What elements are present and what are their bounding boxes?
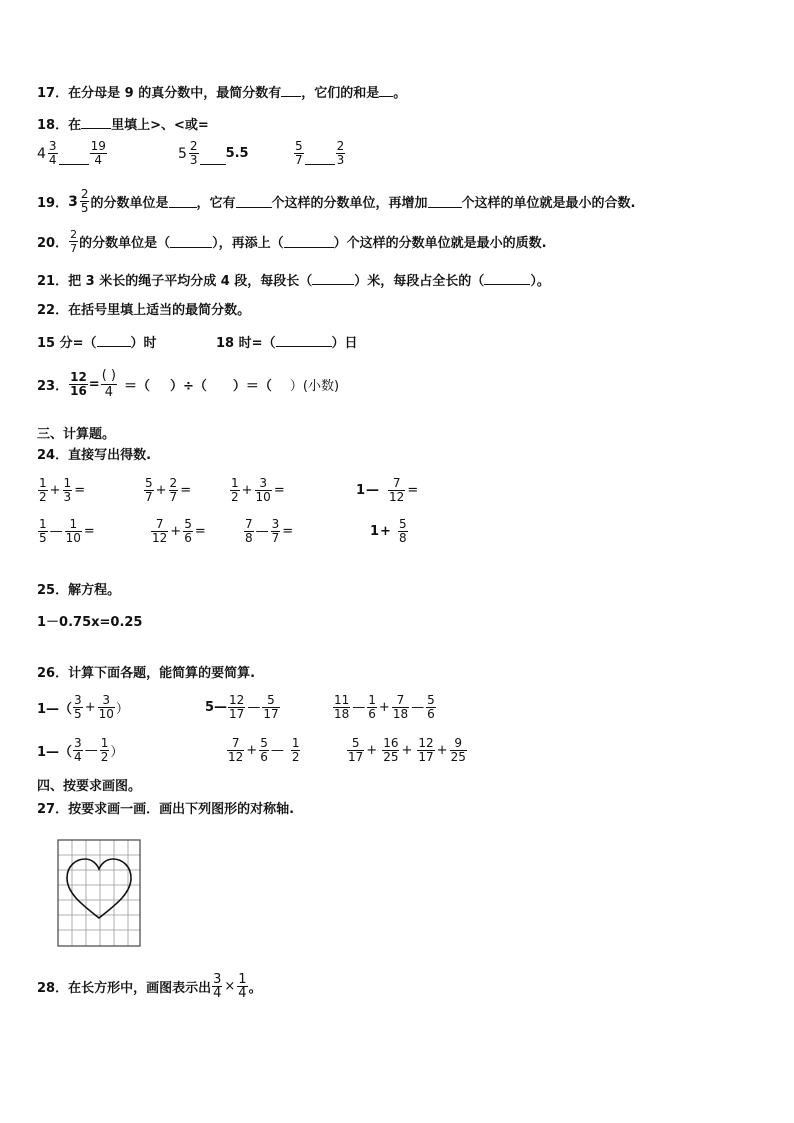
decimal-value: 5.5 [225, 146, 249, 161]
operator: — [247, 700, 261, 715]
fraction [271, 518, 281, 545]
calc-item [226, 737, 301, 764]
heart-grid-figure[interactable] [54, 836, 144, 950]
denominator: 6 [260, 750, 268, 764]
math-text: = [88, 377, 100, 392]
calc-item [143, 477, 192, 504]
fraction [228, 694, 245, 721]
question-number: 25． [37, 583, 69, 598]
numerator: 3 [271, 517, 280, 531]
numerator: 3 [74, 736, 82, 750]
operator: = [273, 483, 285, 498]
equation: 1－0.75x=0.25 [37, 615, 143, 630]
operator: — [49, 524, 63, 539]
question-number: 28． [37, 981, 69, 996]
fraction [212, 973, 222, 1000]
numerator: 3 [74, 693, 82, 707]
question-26 [37, 666, 255, 682]
question-text: ，它们的和是 [301, 86, 380, 101]
numerator: 5 [398, 517, 407, 531]
operator: + [241, 483, 253, 498]
numerator: 2 [169, 476, 178, 490]
answer-blank[interactable] [428, 195, 462, 208]
compare-item-3 [293, 140, 346, 167]
numerator: 2 [80, 187, 89, 201]
section-heading: 三、计算题。 [37, 427, 116, 442]
numerator: 3 [255, 477, 272, 491]
operator: + [401, 743, 413, 758]
denominator: 8 [245, 531, 253, 545]
calc-item [356, 477, 419, 504]
math-text: ）日 [331, 336, 358, 351]
question-22 [37, 303, 250, 319]
answer-blank[interactable] [81, 116, 111, 129]
question-number: 21． [37, 274, 69, 289]
operator: + [380, 524, 391, 539]
calc-item [243, 518, 294, 545]
math-text: 18 时=（ [216, 336, 276, 351]
fraction [183, 518, 193, 545]
numerator: 1 [231, 476, 239, 490]
question-18 [37, 116, 209, 134]
numerator: 1 [39, 517, 47, 531]
mixed-whole: 5 [178, 145, 187, 162]
question-19 [37, 188, 635, 215]
denominator: 25 [450, 750, 466, 764]
fraction [48, 140, 58, 167]
calc-item [346, 737, 468, 764]
question-24 [37, 448, 151, 464]
operator: — [411, 700, 425, 715]
math-text: 15 分=（ [37, 336, 97, 351]
fraction [291, 737, 301, 764]
operator: + [436, 743, 448, 758]
denominator: 18 [334, 707, 350, 721]
answer-blank[interactable] [484, 272, 530, 285]
denominator: 7 [70, 242, 78, 255]
question-28 [37, 973, 262, 1000]
numerator: 5 [262, 694, 279, 708]
question-number: 18． [37, 118, 69, 133]
fraction [189, 140, 199, 167]
numerator: 16 [383, 736, 399, 750]
operator: + [246, 743, 258, 758]
fraction [367, 694, 377, 721]
numerator: 1 [368, 693, 376, 707]
fraction [244, 518, 254, 545]
denominator: 3 [336, 153, 345, 167]
fraction [65, 518, 82, 545]
question-number: 22． [37, 303, 69, 318]
fraction [38, 477, 48, 504]
numerator: 5 [145, 476, 153, 490]
numerator: 1 [39, 476, 47, 490]
question-text: 在括号里填上适当的最简分数。 [68, 303, 251, 318]
denominator: 7 [271, 531, 280, 545]
denominator: 4 [94, 153, 103, 167]
answer-blank[interactable] [284, 235, 334, 248]
answer-blank[interactable] [169, 195, 197, 208]
numerator: 3 [98, 694, 115, 708]
numerator: 3 [213, 972, 222, 987]
calc-item [37, 737, 123, 764]
question-20 [37, 228, 547, 255]
numerator: 19 [90, 139, 106, 153]
calc-item [150, 518, 207, 545]
answer-blank[interactable] [200, 152, 226, 165]
question-number: 19． [37, 196, 69, 211]
math-text: ）(小数) [289, 379, 340, 394]
numerator: 7 [392, 694, 409, 708]
denominator: 7 [295, 153, 303, 167]
denominator: 12 [152, 531, 168, 545]
question-number: 20． [37, 236, 69, 251]
numerator: 2 [189, 139, 198, 153]
denominator: 12 [389, 490, 405, 504]
calc-item [37, 518, 96, 545]
operator: + [170, 524, 182, 539]
mixed-whole: 3 [68, 193, 78, 210]
denominator: 17 [348, 750, 364, 764]
denominator: 6 [184, 531, 192, 545]
math-text: 1—（ [37, 745, 73, 760]
denominator: 10 [255, 490, 271, 504]
fraction [73, 737, 83, 764]
question-text: 解方程。 [68, 583, 121, 598]
denominator: 4 [48, 153, 57, 167]
denominator: 5 [80, 201, 89, 215]
question-25 [37, 583, 120, 599]
operator: + [155, 483, 167, 498]
answer-blank[interactable] [97, 334, 131, 347]
math-text: 。 [248, 981, 262, 996]
numerator: 5 [295, 139, 303, 153]
numerator: 7 [245, 517, 253, 531]
fraction [98, 694, 115, 721]
denominator: 12 [228, 750, 244, 764]
fraction [80, 188, 90, 215]
question-text: ）米，每段占全长的（ [354, 274, 485, 289]
numerator: 5 [347, 737, 364, 751]
question-23 [37, 368, 339, 401]
question-number: 23． [37, 379, 69, 394]
question-number: 27． [37, 802, 69, 817]
denominator: 8 [398, 531, 407, 545]
math-text: 1 [370, 524, 380, 539]
calc-item [370, 518, 409, 545]
fraction [100, 737, 110, 764]
fraction [151, 518, 168, 545]
math-text: ） [115, 702, 129, 717]
answer-blank[interactable] [281, 84, 301, 97]
numerator: 7 [151, 518, 168, 532]
denominator: 2 [231, 490, 239, 504]
numerator: 7 [388, 477, 405, 491]
denominator: 4 [238, 986, 247, 1001]
numerator: 2 [70, 228, 78, 241]
compare-item-2 [178, 140, 249, 167]
fraction [417, 737, 434, 764]
question-text: 。 [393, 86, 407, 101]
denominator: 6 [427, 707, 435, 721]
denominator: 2 [291, 750, 300, 764]
denominator: 5 [39, 531, 47, 545]
numerator: 7 [227, 737, 244, 751]
question-text: 计算下面各题，能简算的要简算. [68, 666, 256, 681]
fraction [294, 140, 304, 167]
fraction [255, 477, 272, 504]
fraction [426, 694, 436, 721]
answer-blank[interactable] [59, 152, 89, 165]
calc-item [332, 694, 437, 721]
calc-item [205, 694, 281, 721]
fraction [237, 973, 247, 1000]
fraction [227, 737, 244, 764]
answer-blank[interactable] [170, 235, 212, 248]
fraction [392, 694, 409, 721]
numerator: 12 [70, 370, 87, 384]
operator: + [49, 483, 61, 498]
operator: = [83, 524, 95, 539]
denominator: 10 [65, 531, 81, 545]
math-text: ＝（ [123, 379, 150, 394]
denominator: 6 [368, 707, 376, 721]
numerator: 12 [418, 736, 434, 750]
calc-item [229, 477, 286, 504]
calc-item [37, 477, 86, 504]
fraction [347, 737, 364, 764]
math-text: ） [110, 745, 124, 760]
numerator: 1 [238, 972, 247, 987]
question-text: ，它有 [196, 196, 236, 211]
numerator: 1 [63, 476, 72, 490]
question-text: ）。 [530, 274, 550, 289]
math-text: ）＝（ [232, 379, 272, 394]
fraction [388, 477, 405, 504]
numerator: 1 [291, 736, 300, 750]
numerator: ( ) [101, 368, 116, 383]
fraction [69, 228, 78, 255]
question-27 [37, 802, 294, 818]
operator: = [180, 483, 192, 498]
fraction [336, 140, 346, 167]
question-number: 24． [37, 448, 69, 463]
answer-blank[interactable] [276, 334, 332, 347]
denominator: 2 [39, 490, 47, 504]
grid-lines [58, 840, 140, 946]
fraction [259, 737, 269, 764]
operator: — [366, 483, 380, 498]
question-text: 个这样的分数单位，再增加 [271, 196, 428, 211]
question-17 [37, 84, 406, 102]
operator: — [84, 743, 98, 758]
denominator: 3 [189, 153, 198, 167]
question-21 [37, 272, 550, 290]
math-text: ）÷（ [170, 379, 207, 394]
answer-blank[interactable] [305, 152, 335, 165]
numerator: 9 [450, 737, 467, 751]
question-text: 在长方形中，画图表示出 [68, 981, 212, 996]
denominator: 4 [104, 385, 113, 400]
question-text: ），再添上（ [212, 236, 284, 251]
section-heading: 四、按要求画图。 [37, 779, 142, 794]
operator: + [378, 700, 390, 715]
mixed-whole: 4 [37, 145, 46, 162]
denominator: 7 [145, 490, 153, 504]
denominator: 17 [418, 750, 434, 764]
denominator: 7 [169, 490, 178, 504]
operator: — [270, 743, 284, 758]
question-text: ）个这样的分数单位就是最小的质数. [333, 236, 547, 251]
fraction-blank[interactable] [101, 368, 117, 401]
numerator: 12 [229, 693, 245, 707]
operator: × [224, 979, 236, 994]
operator: = [282, 524, 294, 539]
operator: — [352, 700, 366, 715]
answer-blank[interactable] [379, 84, 393, 97]
math-text: ）时 [130, 336, 157, 351]
math-text: 1 [356, 483, 366, 498]
question-text: 里填上>、<或= [111, 118, 209, 133]
fraction [73, 694, 83, 721]
denominator: 18 [392, 707, 409, 721]
operator: = [194, 524, 206, 539]
answer-blank[interactable] [312, 272, 354, 285]
denominator: 4 [74, 750, 82, 764]
denominator: 25 [383, 750, 399, 764]
calc-item [37, 694, 129, 721]
fraction [333, 694, 350, 721]
question-text: 把 3 米长的绳子平均分成 4 段，每段长（ [68, 274, 313, 289]
numerator: 5 [260, 736, 268, 750]
fraction [262, 694, 279, 721]
operator: = [74, 483, 86, 498]
question-text: 按要求画一画．画出下列图形的对称轴. [68, 802, 295, 817]
heart-shape [67, 859, 131, 918]
numerator: 5 [184, 517, 192, 531]
operator: — [255, 524, 269, 539]
question-text: 在分母是 9 的真分数中，最简分数有 [68, 86, 282, 101]
fraction [63, 477, 73, 504]
question-text: 在 [68, 118, 82, 133]
denominator: 17 [263, 707, 279, 721]
numerator: 3 [48, 139, 57, 153]
numerator: 11 [334, 693, 350, 707]
math-text: 1—（ [37, 702, 73, 717]
q22-left [37, 334, 157, 352]
operator: = [407, 483, 419, 498]
answer-blank[interactable] [236, 195, 272, 208]
operator: + [84, 700, 96, 715]
fraction [169, 477, 179, 504]
numerator: 2 [336, 139, 345, 153]
numerator: 1 [100, 736, 109, 750]
denominator: 17 [229, 707, 245, 721]
math-text: 5— [205, 700, 228, 715]
fraction [90, 140, 107, 167]
fraction [382, 737, 399, 764]
question-text: 个这样的单位就是最小的合数. [461, 196, 636, 211]
question-text: 直接写出得数. [68, 448, 152, 463]
fraction [144, 477, 154, 504]
numerator: 1 [65, 518, 82, 532]
denominator: 10 [98, 707, 114, 721]
denominator: 16 [70, 384, 87, 398]
fraction [38, 518, 48, 545]
denominator: 3 [63, 490, 72, 504]
fraction [69, 371, 88, 398]
q22-right [216, 334, 358, 352]
denominator: 4 [213, 986, 222, 1001]
compare-item-1 [37, 140, 108, 167]
question-number: 17． [37, 86, 69, 101]
fraction [230, 477, 240, 504]
question-text: 的分数单位是（ [79, 236, 171, 251]
operator: + [366, 743, 378, 758]
question-text: 的分数单位是 [90, 196, 169, 211]
denominator: 5 [74, 707, 82, 721]
numerator: 5 [427, 693, 435, 707]
fraction [398, 518, 408, 545]
denominator: 2 [100, 750, 109, 764]
fraction [450, 737, 467, 764]
question-number: 26． [37, 666, 69, 681]
